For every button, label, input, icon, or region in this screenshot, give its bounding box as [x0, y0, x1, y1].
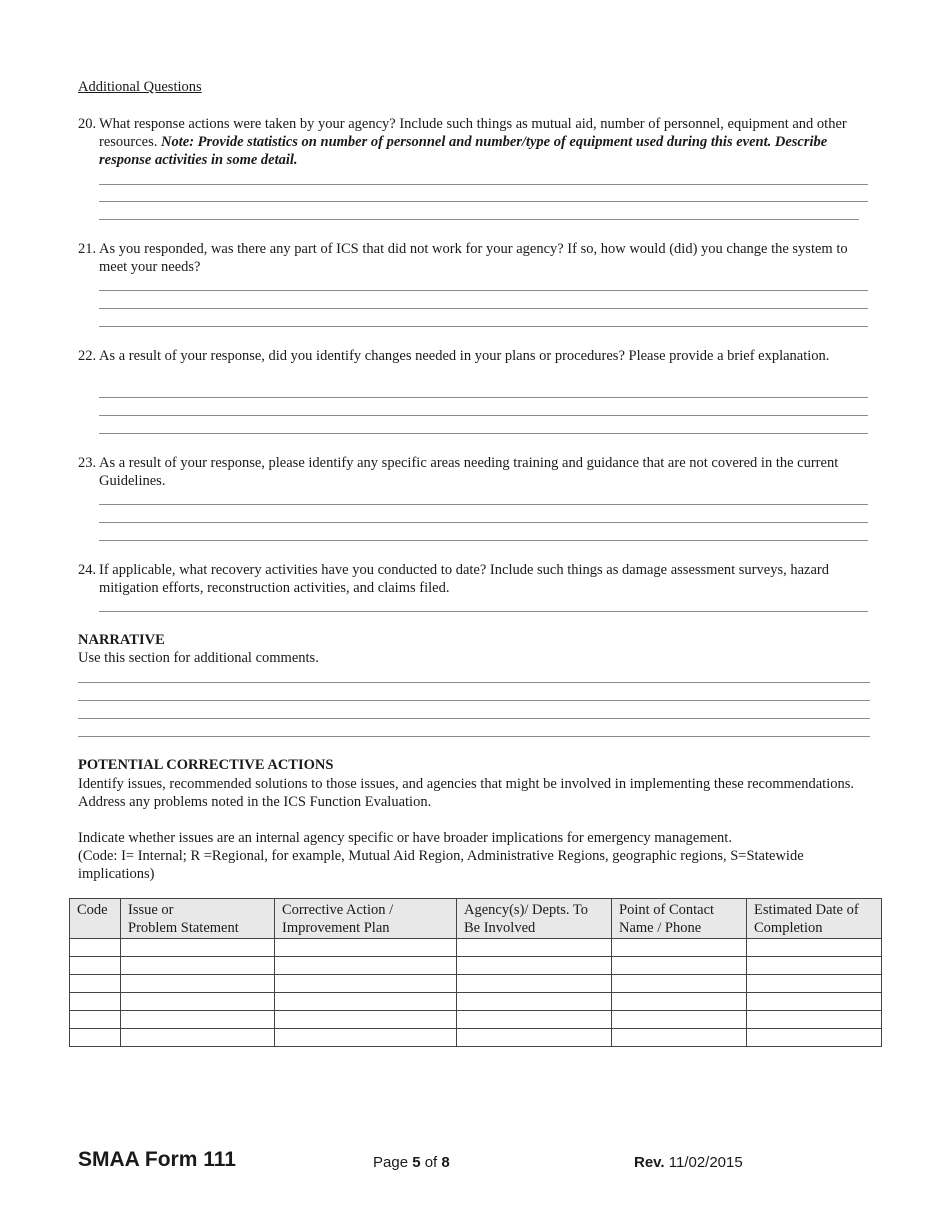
answer-line[interactable]: [99, 397, 868, 398]
header-corrective-action: Corrective Action / Improvement Plan: [275, 899, 457, 939]
table-cell[interactable]: [275, 993, 457, 1011]
question-text: What response actions were taken by your agency? Include such things as mutual aid, number of personnel, equipment and other resources.: [99, 116, 847, 150]
question-number: 23.: [78, 455, 97, 471]
question-24: [78, 561, 878, 597]
table-cell[interactable]: [70, 993, 121, 1011]
table-cell[interactable]: [121, 939, 275, 957]
table-cell[interactable]: [747, 1029, 882, 1047]
table-cell[interactable]: [275, 957, 457, 975]
revision-date: Rev. 11/02/2015: [634, 1154, 743, 1171]
question-20: [78, 115, 878, 169]
table-row: [70, 1011, 882, 1029]
table-cell[interactable]: [70, 939, 121, 957]
question-text: As a result of your response, please identify any specific areas needing training and guidance that are not covered in the current Guidelines.: [99, 455, 839, 489]
section-title: Additional Questions: [78, 79, 202, 95]
narrative-line[interactable]: [78, 736, 870, 737]
table-row: [70, 939, 882, 957]
corrective-paragraph: Identify issues, recommended solutions to those issues, and agencies that might be involved in implementing these recommendations. Address any problems noted in the ICS Function Evaluation.: [78, 776, 854, 810]
header-contact: Point of Contact Name / Phone: [612, 899, 747, 939]
question-21: [78, 240, 878, 276]
table-cell[interactable]: [275, 1011, 457, 1029]
answer-line[interactable]: [99, 522, 868, 523]
table-row: [70, 975, 882, 993]
answer-line[interactable]: [99, 201, 868, 202]
table-cell[interactable]: [612, 957, 747, 975]
table-cell[interactable]: [747, 975, 882, 993]
table-cell[interactable]: [612, 1011, 747, 1029]
table-cell[interactable]: [747, 993, 882, 1011]
table-row: [70, 957, 882, 975]
narrative-line[interactable]: [78, 682, 870, 683]
table-cell[interactable]: [275, 939, 457, 957]
answer-line[interactable]: [99, 219, 859, 220]
narrative-instruction: Use this section for additional comments.: [78, 650, 319, 666]
table-row: [70, 1029, 882, 1047]
table-cell[interactable]: [612, 939, 747, 957]
table-cell[interactable]: [612, 975, 747, 993]
narrative-line[interactable]: [78, 700, 870, 701]
table-cell[interactable]: [747, 1011, 882, 1029]
corrective-code-legend: (Code: I= Internal; R =Regional, for example, Mutual Aid Region, Administrative Regions, geographic regions, S=Statewide implications): [78, 848, 804, 882]
page-number: Page 5 of 8: [373, 1154, 450, 1171]
table-cell[interactable]: [612, 993, 747, 1011]
header-agencies: Agency(s)/ Depts. To Be Involved: [457, 899, 612, 939]
header-completion-date: Estimated Date of Completion: [747, 899, 882, 939]
table-cell[interactable]: [275, 1029, 457, 1047]
answer-line[interactable]: [99, 611, 868, 612]
answer-line[interactable]: [99, 308, 868, 309]
question-note: Note: Provide statistics on number of personnel and number/type of equipment used during this event. Describe response activities in some detail.: [99, 134, 828, 168]
corrective-paragraph-scope: Indicate whether issues are an internal agency specific or have broader implications for emergency management.: [78, 830, 732, 846]
question-number: 24.: [78, 562, 97, 578]
form-name: SMAA Form 111: [78, 1148, 236, 1171]
table-cell[interactable]: [457, 1029, 612, 1047]
answer-line[interactable]: [99, 433, 868, 434]
table-cell[interactable]: [121, 993, 275, 1011]
table-cell[interactable]: [70, 975, 121, 993]
answer-line[interactable]: [99, 415, 868, 416]
table-cell[interactable]: [70, 957, 121, 975]
table-cell[interactable]: [275, 975, 457, 993]
table-cell[interactable]: [457, 975, 612, 993]
table-cell[interactable]: [121, 1011, 275, 1029]
table-cell[interactable]: [121, 957, 275, 975]
corrective-heading: POTENTIAL CORRECTIVE ACTIONS: [78, 757, 334, 773]
table-cell[interactable]: [70, 1029, 121, 1047]
table-cell[interactable]: [70, 1011, 121, 1029]
table-cell[interactable]: [747, 957, 882, 975]
header-issue: Issue or Problem Statement: [121, 899, 275, 939]
narrative-line[interactable]: [78, 718, 870, 719]
table-cell[interactable]: [747, 939, 882, 957]
table-cell[interactable]: [457, 1011, 612, 1029]
question-text: If applicable, what recovery activities have you conducted to date? Include such things as damage assessment surveys, hazard mitigation efforts, reconstruction activities, and claims filed.: [99, 562, 829, 596]
table-header-row: [70, 899, 882, 939]
answer-line[interactable]: [99, 290, 868, 291]
table-cell[interactable]: [121, 975, 275, 993]
question-number: 21.: [78, 241, 97, 257]
question-number: 22.: [78, 348, 97, 364]
table-cell[interactable]: [457, 957, 612, 975]
table-cell[interactable]: [612, 1029, 747, 1047]
table-cell[interactable]: [457, 993, 612, 1011]
table-cell[interactable]: [457, 939, 612, 957]
question-23: [78, 454, 878, 490]
question-22: [78, 347, 878, 365]
question-text: As you responded, was there any part of ICS that did not work for your agency? If so, how would (did) you change the system to meet your needs?: [99, 241, 848, 275]
table-cell[interactable]: [121, 1029, 275, 1047]
narrative-heading: NARRATIVE: [78, 632, 165, 648]
answer-line[interactable]: [99, 326, 868, 327]
question-number: 20.: [78, 116, 97, 132]
question-text: As a result of your response, did you identify changes needed in your plans or procedures? Please provide a brief explanation.: [99, 348, 830, 364]
answer-line[interactable]: [99, 504, 868, 505]
answer-line[interactable]: [99, 540, 868, 541]
header-code: Code: [70, 899, 121, 939]
corrective-actions-table: [69, 898, 882, 1047]
answer-line[interactable]: [99, 184, 868, 185]
table-row: [70, 993, 882, 1011]
